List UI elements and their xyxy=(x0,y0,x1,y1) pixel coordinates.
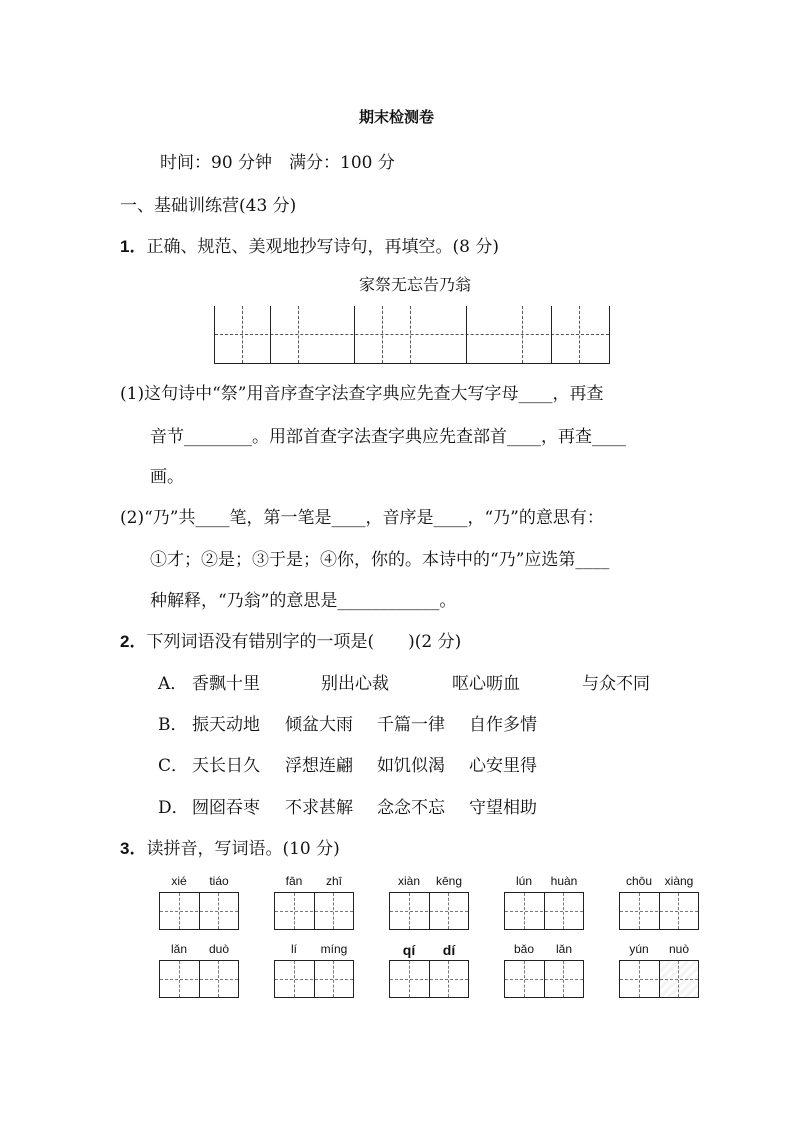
copy-grid[interactable] xyxy=(214,306,610,364)
option-word: 守望相助 xyxy=(469,798,537,818)
pinyin-box[interactable] xyxy=(274,942,354,998)
grid-line xyxy=(579,306,580,363)
option-word: 别出心裁 xyxy=(321,674,389,694)
question-number: 1． xyxy=(120,237,147,256)
question-1 xyxy=(120,232,499,257)
pinyin-box[interactable] xyxy=(274,874,354,930)
section-1-heading: 一、基础训练营(43 分) xyxy=(120,196,297,216)
page-title: 期末检测卷 xyxy=(358,108,434,126)
writing-grid[interactable] xyxy=(274,892,354,930)
q1-part1-line1: (1)这句诗中“祭”用音序查字法查字典应先查大写字母____，再查 xyxy=(120,384,604,404)
option-word: 倾盆大雨 xyxy=(285,715,353,735)
pinyin-syllable: duò xyxy=(208,942,230,956)
question-number: 2． xyxy=(120,632,147,651)
pinyin-syllable: xiàn xyxy=(397,874,420,888)
pinyin-syllable: huàn xyxy=(550,874,578,888)
option-label: C． xyxy=(158,756,189,776)
writing-grid[interactable] xyxy=(389,892,469,930)
grid-line xyxy=(270,306,271,363)
option-word: 千篇一律 xyxy=(377,715,445,735)
pinyin-box[interactable] xyxy=(619,874,699,930)
pinyin-syllable: xié xyxy=(171,874,187,888)
option-word: 香飘十里 xyxy=(192,674,260,694)
grid-line xyxy=(242,306,243,363)
option-word: 念念不忘 xyxy=(377,798,445,818)
writing-grid[interactable] xyxy=(159,892,239,930)
writing-grid[interactable] xyxy=(504,960,584,998)
option-word: 呕心呖血 xyxy=(452,674,520,694)
question-2 xyxy=(120,627,461,652)
option-word: 浮想连翩 xyxy=(285,756,353,776)
question-3 xyxy=(120,834,340,859)
grid-midline xyxy=(215,334,609,335)
pinyin-syllable: bǎo xyxy=(513,942,535,956)
grid-line xyxy=(382,306,383,363)
q1-part2-line2: ①才；②是；③于是；④你，你的。本诗中的“乃”应选第____ xyxy=(150,550,610,570)
writing-grid[interactable] xyxy=(389,960,469,998)
pinyin-syllable: xiàng xyxy=(664,874,694,888)
question-text: 正确、规范、美观地抄写诗句，再填空。(8 分) xyxy=(146,237,499,257)
q1-part1-line3: 画。 xyxy=(150,467,184,487)
writing-grid[interactable] xyxy=(504,892,584,930)
option-word: 天长日久 xyxy=(192,756,260,776)
pinyin-syllable: lí xyxy=(291,942,297,956)
q1-part2-line1: (2)“乃”共____笔，第一笔是____，音序是____，“乃”的意思有： xyxy=(120,508,604,528)
pinyin-syllable: míng xyxy=(320,942,348,956)
option-label: A． xyxy=(158,674,188,694)
grid-line xyxy=(522,306,523,363)
pinyin-box[interactable] xyxy=(159,942,239,998)
pinyin-syllable: lǎn xyxy=(555,942,572,956)
option-word: 囫囵吞枣 xyxy=(192,798,260,818)
pinyin-syllable: dí xyxy=(442,942,456,958)
q1-part2-line3: 种解释，“乃翁”的意思是____________。 xyxy=(150,591,457,611)
grid-line xyxy=(354,306,355,363)
pinyin-syllable: tiáo xyxy=(209,874,229,888)
pinyin-syllable: yún xyxy=(629,942,649,956)
poem-line: 家祭无忘告乃翁 xyxy=(358,275,471,294)
pinyin-syllable: lún xyxy=(515,874,532,888)
pinyin-syllable: fān xyxy=(285,874,303,888)
pinyin-box[interactable] xyxy=(504,874,584,930)
writing-grid[interactable] xyxy=(619,960,699,998)
pinyin-box[interactable] xyxy=(389,942,469,998)
pinyin-syllable: nuò xyxy=(668,942,690,956)
pinyin-syllable: qí xyxy=(402,942,416,958)
pinyin-syllable: zhī xyxy=(325,874,342,888)
question-number: 3． xyxy=(120,839,147,858)
pinyin-box[interactable] xyxy=(504,942,584,998)
option-word: 自作多情 xyxy=(469,715,537,735)
writing-grid[interactable] xyxy=(274,960,354,998)
option-label: D． xyxy=(158,798,189,818)
pinyin-syllable: lǎn xyxy=(170,942,187,956)
grid-line xyxy=(466,306,467,363)
q1-part1-line2: 音节________。用部首查字法查字典应先查部首____，再查____ xyxy=(150,427,626,447)
grid-line xyxy=(410,306,411,363)
grid-line xyxy=(298,306,299,363)
pinyin-box[interactable] xyxy=(159,874,239,930)
pinyin-box[interactable] xyxy=(389,874,469,930)
option-word: 不求甚解 xyxy=(285,798,353,818)
pinyin-syllable: kēng xyxy=(435,874,463,888)
grid-line xyxy=(551,306,552,363)
option-word: 与众不同 xyxy=(582,674,650,694)
writing-grid[interactable] xyxy=(619,892,699,930)
pinyin-box[interactable] xyxy=(619,942,699,998)
option-word: 振天动地 xyxy=(192,715,260,735)
pinyin-syllable: chōu xyxy=(625,874,653,888)
question-text: 读拼音，写词语。(10 分) xyxy=(146,839,340,859)
option-label: B． xyxy=(158,715,188,735)
writing-grid[interactable] xyxy=(159,960,239,998)
option-word: 心安里得 xyxy=(469,756,537,776)
option-word: 如饥似渴 xyxy=(377,756,445,776)
exam-time-score: 时间：90 分钟 满分：100 分 xyxy=(160,153,395,173)
question-text: 下列词语没有错别字的一项是( )(2 分) xyxy=(146,632,462,652)
